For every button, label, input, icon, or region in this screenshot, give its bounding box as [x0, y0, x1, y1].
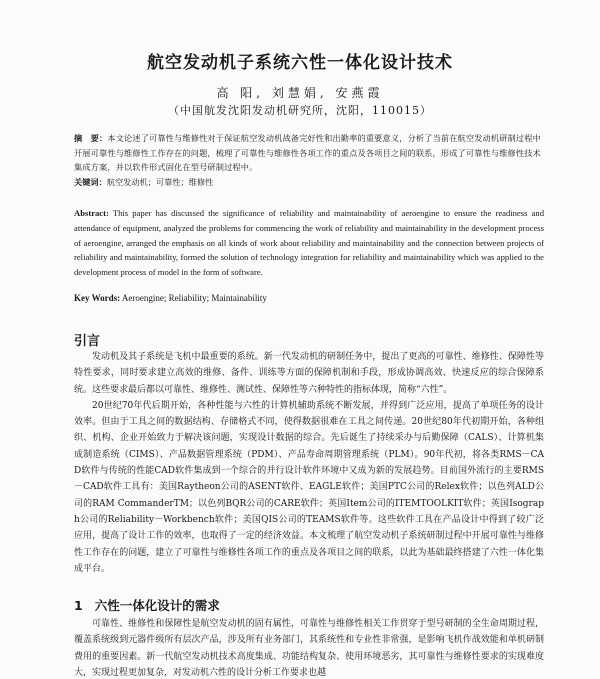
section-1-paragraph: 可靠性、维修性和保障性是航空发动机的固有属性，可靠性与维修性相关工作贯穿于型号研制的全生命周期过程，覆盖系统级到元器件级所有层次产品，涉及所有业务部门，其系统性和专业性非常强，是影响飞机作战效能和单机研制费用的重要因素。新一代航空发动机技术高度集成、功能结构复杂、使用环境恶劣，其可靠性与维修性要求的实现难度大，实现过程更加复杂，对发动机六性的设计分析工作要求也越	[74, 619, 544, 678]
section-intro-heading: 引言	[74, 334, 101, 349]
paper-authors: 高 阳, 刘慧娟, 安燕霞	[216, 86, 384, 100]
keywords-zh	[74, 175, 213, 189]
paper-title: 航空发动机子系统六性一体化设计技术	[147, 53, 453, 73]
section-1-title: 六性一体化设计的需求	[94, 598, 220, 613]
section-1-body	[74, 616, 544, 679]
section-1-heading	[74, 596, 220, 614]
intro-paragraph: 发动机及其子系统是飞机中最重要的系统。新一代发动机的研制任务中，提出了更高的可靠性、维修性、保障性等特性要求，同时要求建立高效的维修、备件、训练等方面的保障机制和手段，形成协调高效、快速反应的综合保障系统。这些要求最后都以可靠性、维修性、测试性、保障性等六种特性的指标体现，简称“六性”。	[74, 352, 544, 395]
abstract-en	[74, 206, 544, 280]
abstract-en-label: Abstract:	[74, 208, 109, 218]
paper-affiliation: （中国航发沈阳发动机研究所，沈阳，110015）	[168, 104, 432, 117]
keywords-en	[74, 293, 267, 303]
keywords-en-label: Key Words:	[74, 293, 121, 303]
abstract-en-text: This paper has discussed the significance of reliability and maintainability of aeroengine to ensure the readiness and attendance of equipment, analyzed the problems for commencing the work of reliability and maintainability in the development process of aeroengine, arranged the emphasis on all kinds of work about reliability and maintainability and the connection between projects of reliability and maintainability, formed the solution of technology integration for reliability and maintainability which was applied to the development process of model in the form of software.	[74, 208, 544, 278]
keywords-zh-text: 航空发动机；可靠性；维修性	[106, 177, 214, 187]
abstract-zh	[74, 131, 544, 175]
abstract-zh-label: 摘 要：	[74, 133, 108, 143]
section-1-number: 1	[74, 598, 83, 613]
keywords-zh-label: 关键词：	[74, 177, 107, 187]
intro-paragraph: 20世纪70年代后期开始，各种性能与六性的计算机辅助系统不断发展，并得到广泛应用，提高了单项任务的设计效率。但由于工具之间的数据结构、存储格式不同，使得数据很难在工具之间传递。20世纪80年代初期开始，各种组织、机构、企业开始致力于解决该问题，实现设计数据的综合。先后诞生了持续采办与后勤保障（CALS）、计算机集成制造系统（CIMS）、产品数据管理系统（PDM）、产品寿命周期管理系统（PLM）。90年代初，将各类RMS－CAD软件与传统的性能CAD软件集成到一个综合的并行设计软件环境中又成为新的发展趋势。目前国外流行的主要RMS－CAD软件工具有：美国Raytheon公司的ASENT软件、EAGLE软件；美国PTC公司的Relex软件；以色列ALD公司的RAM CommanderTM；以色列BQR公司的CARE软件；英国Item公司的ITEMTOOLKIT软件；英国Isograph公司的Reliability－Workbench软件；美国QIS公司的TEAMS软件等。这些软件工具在产品设计中得到了较广泛应用，提高了设计工作的效率，也取得了一定的经济效益。本文梳理了航空发动机子系统研制过程中开展可靠性与维修性工作存在的问题，建立了可靠性与维修性各项工作的重点及各项目之间的联系，以此为基础最终搭建了六性一体化集成平台。	[74, 400, 544, 574]
section-intro-body	[74, 349, 544, 577]
abstract-zh-text: 本文论述了可靠性与维修性对于保证航空发动机战备完好性和出勤率的重要意义，分析了当前在航空发动机研制过程中开展可靠性与维修性工作存在的问题，梳理了可靠性与维修性各项工作的重点及各项目之间的联系，形成了可靠性与维修性技术集成方案，并以软件形式固化在型号研制过程中。	[74, 133, 541, 172]
keywords-en-text: Aeroengine; Reliability; Maintainability	[121, 293, 267, 303]
